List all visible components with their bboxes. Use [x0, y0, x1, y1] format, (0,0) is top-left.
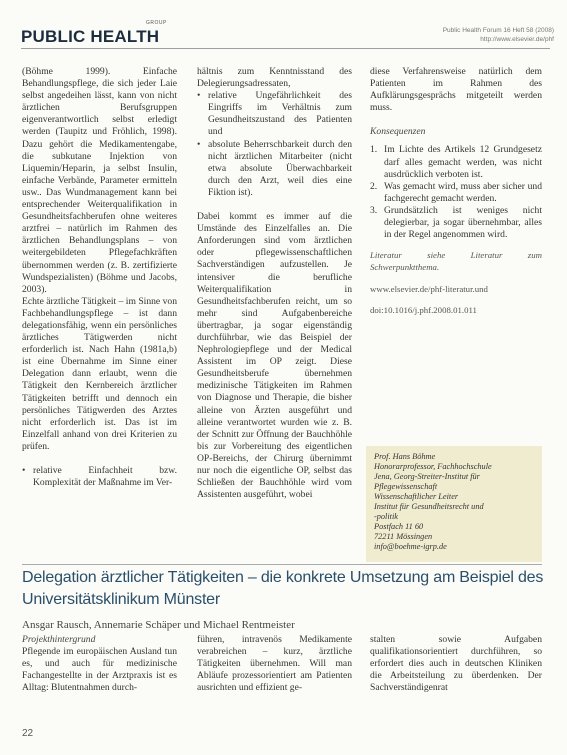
list-number: 1.: [370, 144, 378, 156]
section-heading: Projekthintergrund: [22, 634, 96, 645]
journal-citation-line: Public Health Forum 16 Heft 58 (2008): [442, 27, 554, 34]
journal-url: http://www.elsevier.de/phf: [480, 36, 554, 43]
article-column-2: [197, 634, 352, 694]
author-box-line: Honorarprofessor, Fachhochschule: [374, 462, 492, 471]
list-item: • absolute Beherrschbarkeit durch den nicht ärztlichen Mitarbeiter (nicht etwa absolute Überwachbarkeit durch den Arzt, weil dies eine Fiktion ist).: [197, 139, 352, 199]
author-box-line: Postfach 11 60: [374, 522, 424, 531]
consequences-list: [370, 144, 542, 241]
paragraph: (Böhme 1999). Einfache Behandlungspflege, die sich jeder Laie selbst angedeihen lässt, kann von nicht ärztlichen Berufsgruppen eigenverantwortlich selbst erledigt werden (Taupitz und Fröhlich, 1998). Dazu gehört die Medikamentengabe, die subkutane Injektion von Liquemin/Heparin, ja selbst Insulin, einfache Verbände, Parameter ermitteln usw.. Das Wundmanagement kann bei entsprechender Weiterqualifikation in Gesundheitsfachberufen ohne weiteres arztfrei – natürlich im Rahmen des ärztlichen Behandlungsplans – von weitergebildeten Pflegefachkräften übernommen werden (z. B. zertifizierte Wundspezialisten) (Böhme und Jacobs, 2003).: [22, 66, 177, 295]
list-item: [370, 181, 542, 205]
list-text: Grundsätzlich ist weniges nicht delegierbar, ja sogar übernehmbar, alles in der Regel angenommen wird.: [384, 204, 542, 241]
column-2: [197, 66, 352, 501]
logo-group-label: GROUP: [146, 20, 167, 26]
literature-note: Literatur siehe Literatur zum Schwerpunktthema.: [370, 250, 542, 273]
article-column-3: [370, 634, 542, 694]
article-authors: Ansgar Rausch, Annemarie Schäper und Michael Rentmeister: [22, 619, 295, 631]
author-box-line: Jena, Georg-Streiter-Institut für: [374, 472, 480, 481]
author-box-line: 72211 Mössingen: [374, 532, 433, 541]
journal-logo: PUBLIC HEALTH: [21, 27, 160, 46]
column-1: [22, 66, 177, 489]
author-box-line: Institut für Gesundheitsrecht und: [374, 502, 484, 511]
paragraph: Pflegende im europäischen Ausland tun es, und auch für medizinische Fachangestellte in der Arztpraxis ist es Alltag: Blutentnahmen durch-: [22, 646, 177, 694]
author-box-line: -politik: [374, 512, 398, 521]
list-item: [370, 144, 542, 180]
author-box-line: Pflegewissenschaft: [374, 482, 438, 491]
list-item: [370, 205, 542, 241]
doi: doi:10.1016/j.phf.2008.01.011: [370, 304, 477, 315]
column-3: [370, 66, 542, 316]
article-column-1: [22, 634, 177, 694]
list-item: • relative Einfachheit bzw. Komplexität der Maßnahme im Ver-: [22, 465, 177, 489]
paragraph: Dabei kommt es immer auf die Umstände des Einzelfalles an. Die Anforderungen sind vom ärztlichen oder pflegewissenschaftlichen Sachverständigen aufzustellen. Je intensiver die berufliche Weiterqualifikation in Gesundheitsfachberufen reicht, um so mehr sind Aufgabenbereiche übertragbar, ja sogar eigenständig durchführbar, wie das Beispiel der Nephrologiepflege und der Medical Assistent im OP zeigt. Diese Gesundheitsberufe übernehmen medizinische Tätigkeiten im Rahmen von Diagnose und Therapie, die bisher alleine von Ärzten ausgeführt und alleine verantwortet wurden wie z. B. der Schnitt zur Öffnung der Bauchhöhle bis zur Vorbereitung des eigentlichen OP-Bereichs, der Chirurg übernimmt nur noch die eigentliche OP, selbst das Schließen der Bauchhöhle wird vom Assistenten ausgeführt, wobei: [197, 211, 352, 501]
list-text: Im Lichte des Artikels 12 Grundgesetz darf alles gemacht werden, was nicht ausdrücklich verboten ist.: [384, 144, 542, 180]
criteria-list: [197, 90, 352, 199]
article-divider: [22, 564, 542, 565]
list-number: 2.: [370, 180, 378, 192]
author-box-line: Wissenschaftlicher Leiter: [374, 492, 459, 501]
author-box-text: [374, 452, 542, 552]
list-number: 3.: [370, 204, 378, 216]
header-divider: [21, 48, 550, 49]
page-number: 22: [22, 728, 34, 739]
paragraph: Echte ärztliche Tätigkeit – im Sinne von Fachbehandlungspflege – ist dann delegationsfähig, wenn ein persönliches ärztliches Tätigwerden nicht erforderlich ist. Nach Hahn (1981a,b) ist eine Übernahme im Sinne einer Delegation dann erlaubt, wenn die Tätigkeit den Kernbereich ärztlicher Tätigkeiten betrifft und dennoch ein persönliches Tätigwerden des Arztes nicht erforderlich ist. Das ist im Einzelfall anhand von drei Kriterien zu prüfen.: [22, 295, 177, 452]
paragraph: führen, intravenös Medikamente verabreichen – kurz, ärztliche Tätigkeiten übernehmen. Will man Abläufe prozessorientiert am Patienten ausrichten und effizient ge-: [197, 634, 352, 694]
literature-url[interactable]: www.elsevier.de/phf-literatur.und: [370, 284, 488, 295]
paragraph: stalten sowie Aufgaben qualifikationsorientiert durchführen, so erfordert dies auch in deutschen Kliniken die Arbeitsteilung zu überdenken. Der Sachverständigenrat: [370, 634, 542, 694]
section-heading: Konsequenzen: [370, 126, 426, 138]
paragraph: diese Verfahrensweise natürlich dem Patienten im Rahmen des Aufklärungsgesprächs mitgeteilt werden muss.: [370, 66, 542, 114]
criteria-list: [22, 465, 177, 489]
list-text: Was gemacht wird, muss aber sicher und fachgerecht gemacht werden.: [384, 180, 542, 204]
list-item: • relative Ungefährlichkeit des Eingriffs im Verhältnis zum Gesundheitszustand des Patienten und: [197, 90, 352, 138]
paragraph: hältnis zum Kenntnisstand des Delegierungsadressaten,: [197, 66, 352, 90]
author-box-line: Prof. Hans Böhme: [374, 452, 436, 461]
article-title: Delegation ärztlicher Tätigkeiten – die konkrete Umsetzung am Beispiel des Universitätsklinikum Münster: [22, 569, 544, 608]
journal-citation: [414, 26, 554, 44]
author-email[interactable]: info@boehme-igrp.de: [374, 542, 447, 551]
